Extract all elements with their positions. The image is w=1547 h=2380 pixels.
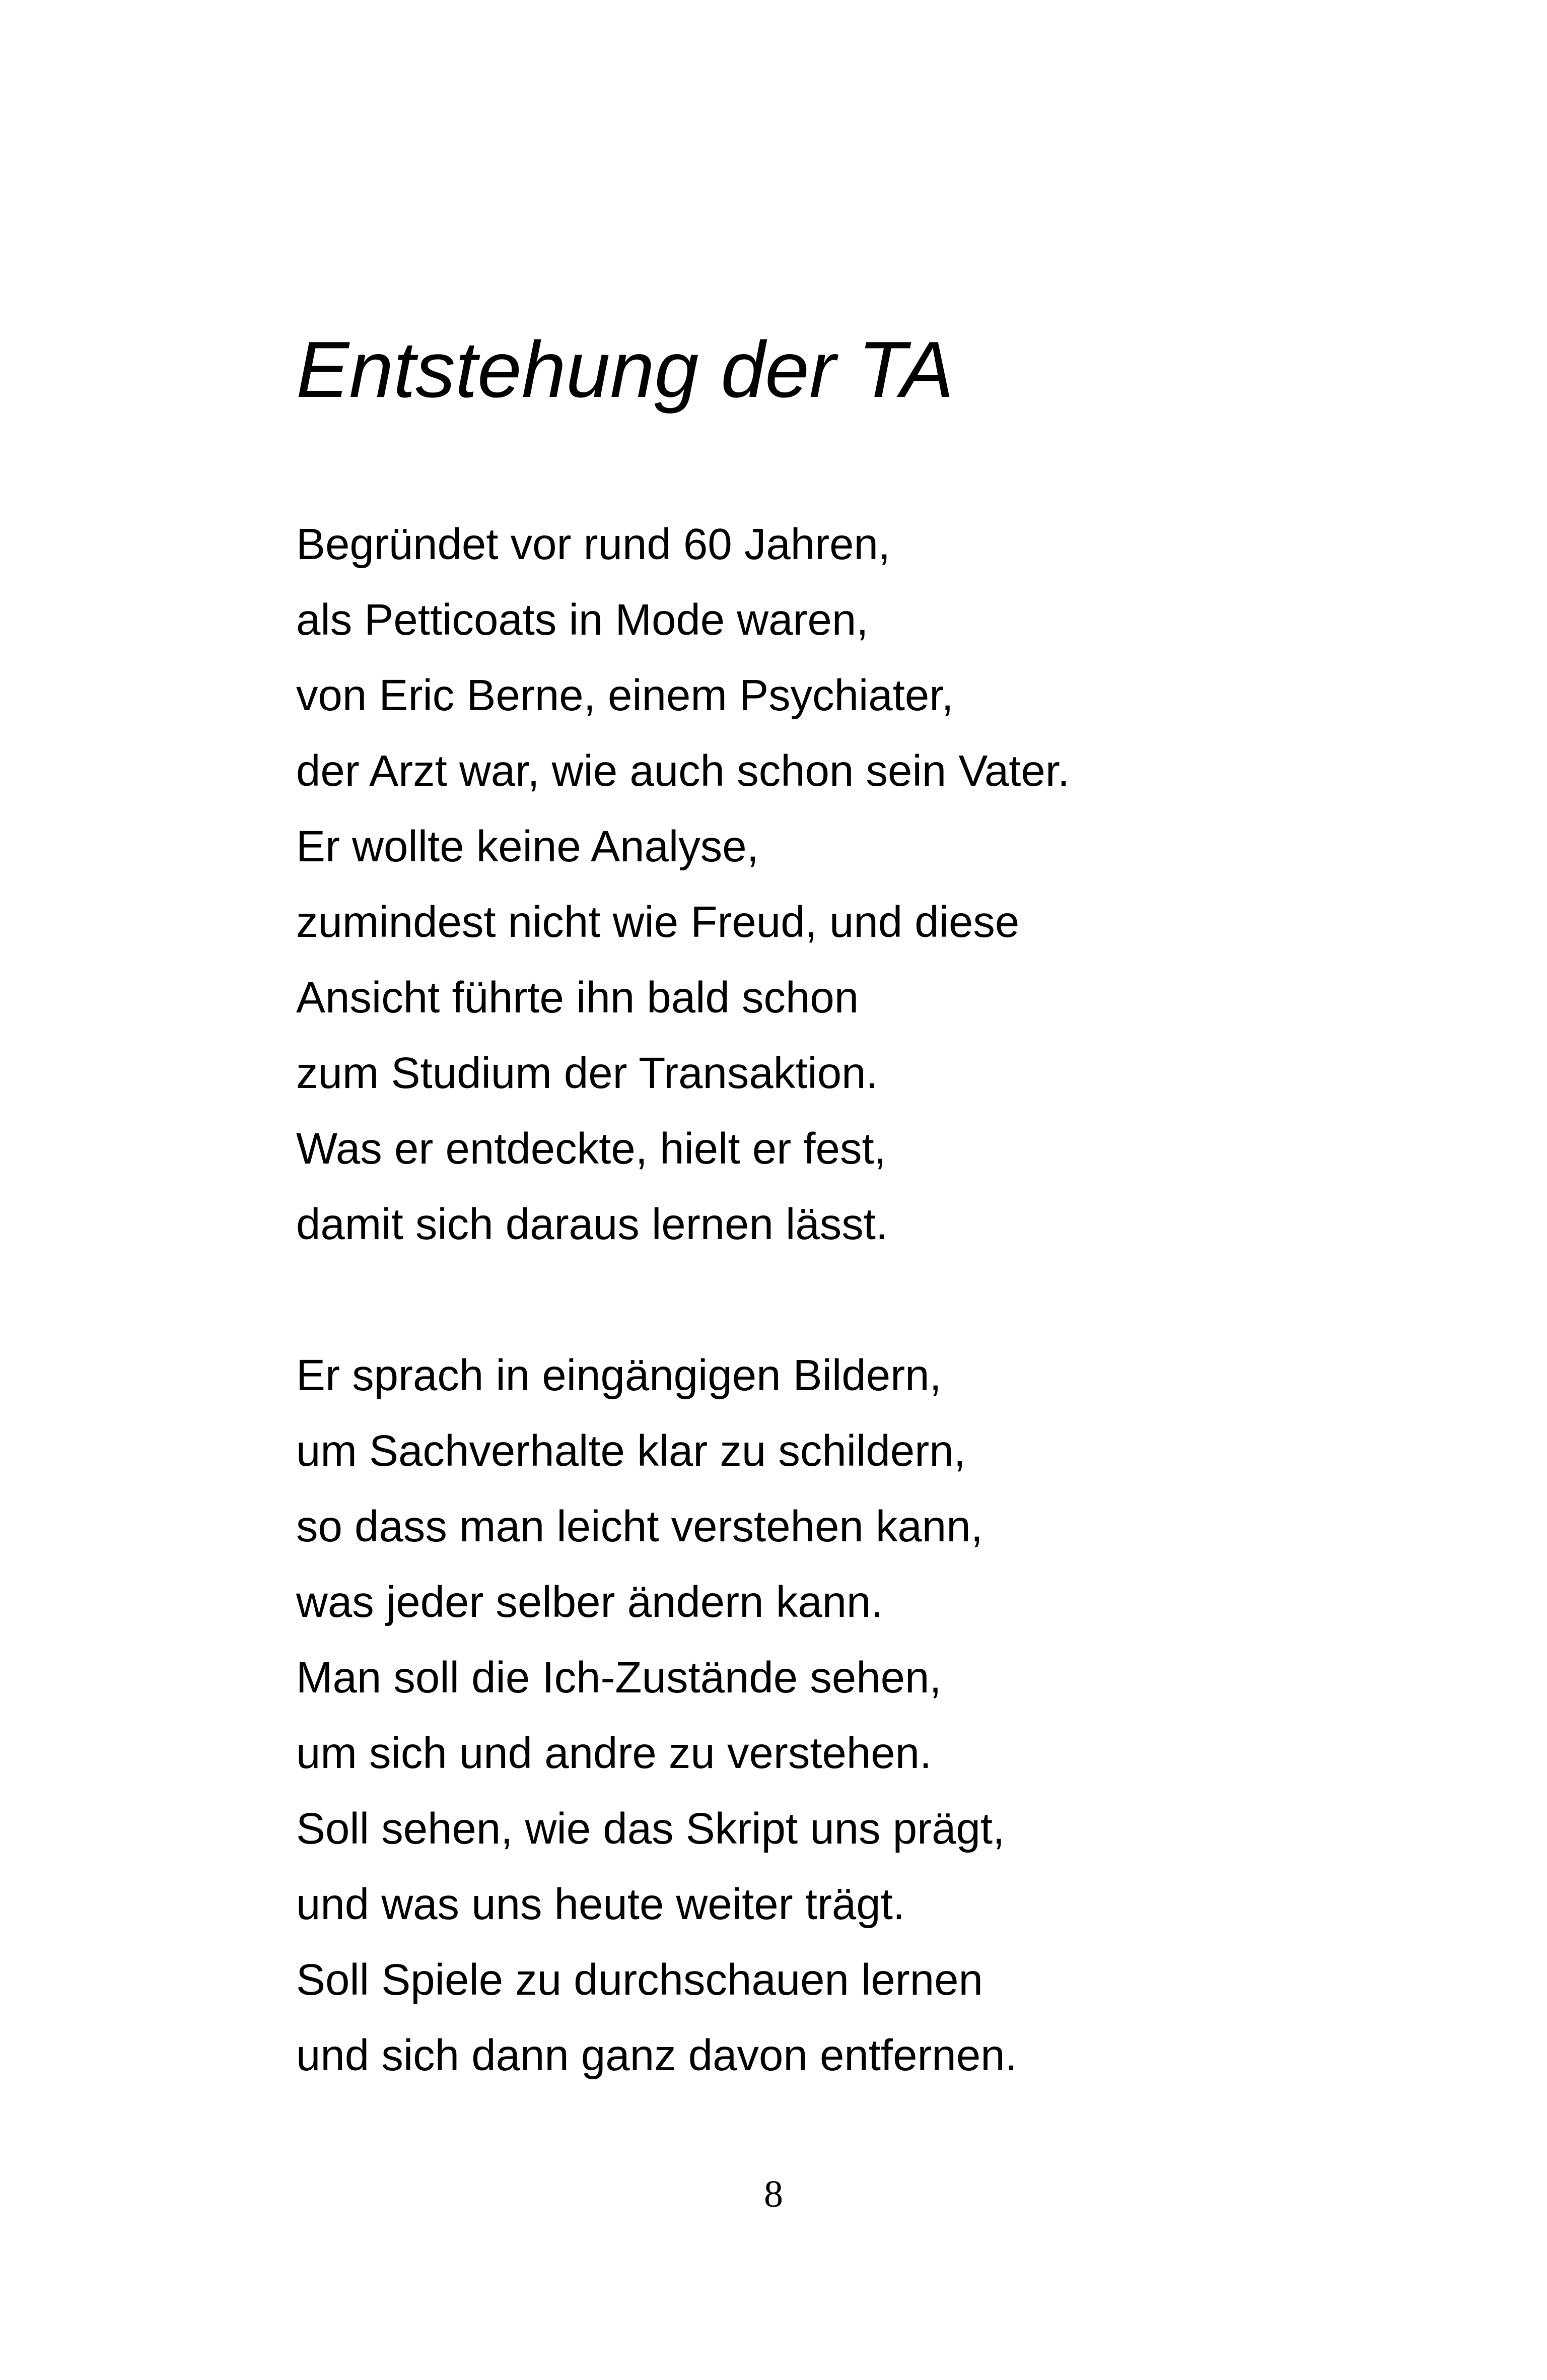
verse-line: Man soll die Ich-Zustände sehen,: [296, 1653, 942, 1702]
verse-line: Begründet vor rund 60 Jahren,: [296, 520, 891, 569]
verse-line: um Sachverhalte klar zu schildern,: [296, 1426, 966, 1475]
verse-line: zumindest nicht wie Freud, und diese: [296, 898, 1020, 946]
verse-line: was jeder selber ändern kann.: [296, 1578, 883, 1626]
verse-line: damit sich daraus lernen lässt.: [296, 1200, 888, 1249]
poem-title: Entstehung der TA: [296, 325, 954, 414]
verse-line: Soll sehen, wie das Skript uns prägt,: [296, 1804, 1005, 1853]
verse-line: Er wollte keine Analyse,: [296, 822, 759, 871]
verse-line: Er sprach in eingängigen Bildern,: [296, 1351, 942, 1400]
verse-line: so dass man leicht verstehen kann,: [296, 1502, 983, 1551]
verse-line: als Petticoats in Mode waren,: [296, 595, 869, 644]
verse-line: zum Studium der Transaktion.: [296, 1049, 878, 1098]
verse-line: Ansicht führte ihn bald schon: [296, 973, 859, 1022]
verse-line: Was er entdeckte, hielt er fest,: [296, 1124, 886, 1173]
verse-line: und sich dann ganz davon entfernen.: [296, 2031, 1017, 2080]
verse-line: Soll Spiele zu durchschauen lernen: [296, 1955, 983, 2004]
poem-stanza-1: [296, 517, 1070, 1272]
verse-line: und was uns heute weiter trägt.: [296, 1880, 905, 1929]
poem-stanza-2: [296, 1348, 1017, 2103]
verse-line: von Eric Berne, einem Psychiater,: [296, 671, 954, 720]
verse-line: der Arzt war, wie auch schon sein Vater.: [296, 746, 1070, 795]
verse-line: um sich und andre zu verstehen.: [296, 1729, 932, 1778]
page-number: 8: [764, 2173, 783, 2215]
